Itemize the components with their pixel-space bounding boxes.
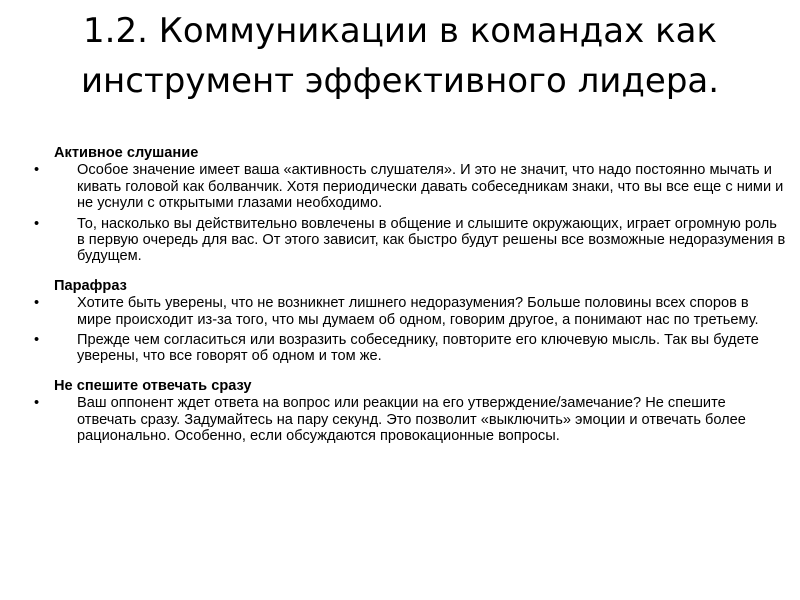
list-item xyxy=(26,332,786,365)
list-item xyxy=(26,216,786,265)
list-item-text: То, насколько вы действительно вовлечены в общение и слышите окружающих, играет огромную роль в первую очередь для вас. От этого зависит, как быстро будут решены все возможные недоразумения в будущем. xyxy=(77,215,786,265)
bullet-list xyxy=(26,295,786,365)
list-item xyxy=(26,395,786,444)
list-item xyxy=(26,162,786,211)
bullet-icon: • xyxy=(34,295,40,312)
section-paraphrase xyxy=(26,278,786,365)
bullet-icon: • xyxy=(34,332,40,349)
bullet-icon: • xyxy=(34,395,40,412)
bullet-icon: • xyxy=(34,215,40,232)
list-item-text: Хотите быть уверены, что не возникнет лишнего недоразумения? Больше половины всех споров в мире происходит из-за того, что мы думаем об одном, говорим другое, а понимают нас по третьему. xyxy=(77,295,759,328)
section-heading: Парафраз xyxy=(54,277,127,294)
bullet-list xyxy=(26,162,786,264)
slide-content xyxy=(26,145,786,449)
list-item-text: Ваш оппонент ждет ответа на вопрос или реакции на его утверждение/замечание? Не спешите отвечать сразу. Задумайтесь на пару секунд. Это позволит «выключить» эмоции и отвечать более рационально. Особенно, если обсуждаются провокационные вопросы. xyxy=(77,395,746,445)
list-item-text: Особое значение имеет ваша «активность слушателя». И это не значит, что надо постоянно мычать и кивать головой как болванчик. Хотя периодически давать собеседникам знаки, что вы все еще с ними и не уснули с открытыми глазами необходимо. xyxy=(77,162,784,212)
section-heading: Не спешите отвечать сразу xyxy=(54,377,252,394)
section-heading: Активное слушание xyxy=(54,145,199,161)
section-dont-rush xyxy=(26,378,786,445)
list-item-text: Прежде чем согласиться или возразить собеседнику, повторите его ключевую мысль. Так вы будете уверены, что все говорят об одном и том же. xyxy=(77,332,759,365)
section-active-listening xyxy=(26,145,786,265)
bullet-icon: • xyxy=(34,162,40,179)
slide-title: 1.2. Коммуникации в командах как инструмент эффективного лидера. xyxy=(80,11,720,101)
list-item xyxy=(26,295,786,328)
bullet-list xyxy=(26,395,786,444)
